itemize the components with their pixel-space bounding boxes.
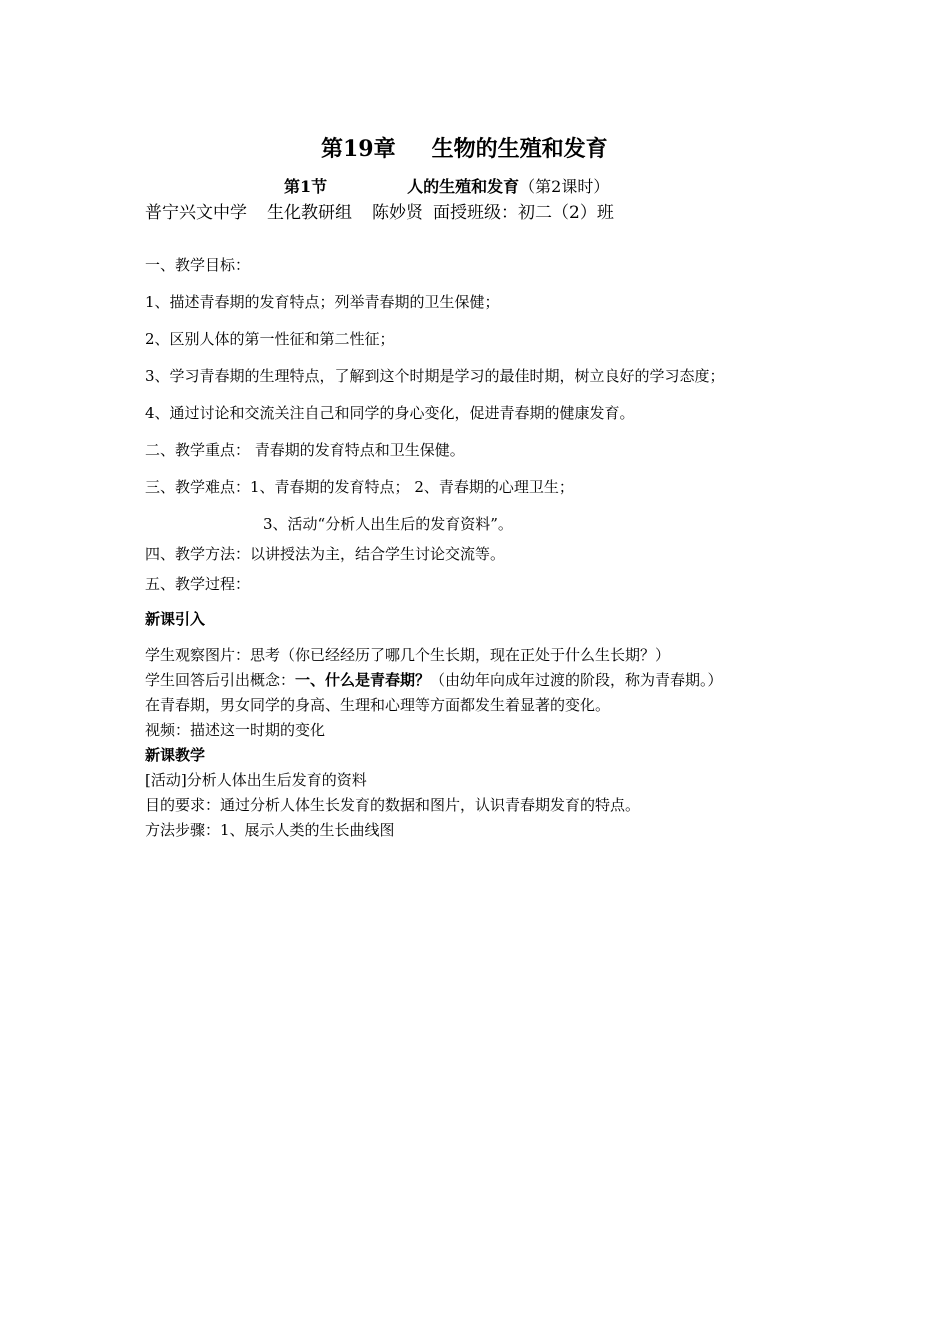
goal-item-4: 4、通过讨论和交流关注自己和同学的身心变化，促进青春期的健康发育。	[145, 404, 635, 422]
chapter-heading	[321, 135, 608, 163]
author-class: 面授班级：初二（2）班	[433, 203, 614, 223]
difficulties-item-3: 3、活动“分析人出生后的发育资料”。	[263, 515, 513, 533]
chapter-number: 第19章	[321, 136, 396, 162]
intro-line-3: 在青春期，男女同学的身高、生理和心理等方面都发生着显著的变化。	[145, 696, 611, 714]
intro-line-4: 视频：描述这一时期的变化	[145, 721, 326, 739]
section-number: 第1节	[284, 177, 328, 196]
teaching-process: 五、教学过程：	[145, 575, 251, 593]
intro-line-2	[145, 670, 723, 690]
difficulties: 三、教学难点：1、青春期的发育特点； 2、青春期的心理卫生；	[145, 478, 574, 496]
goal-item-3: 3、学习青春期的生理特点，了解到这个时期是学习的最佳时期，树立良好的学习态度；	[145, 367, 725, 385]
key-points: 二、教学重点： 青春期的发育特点和卫生保健。	[145, 441, 465, 459]
goal-item-1: 1、描述青春期的发育特点；列举青春期的卫生保健；	[145, 293, 500, 311]
intro-heading: 新课引入	[145, 610, 206, 628]
section-heading	[284, 177, 609, 197]
activity-title: [活动]分析人体出生后发育的资料	[145, 771, 367, 789]
intro-line-2-concept: 一、什么是青春期？	[295, 671, 431, 689]
activity-steps: 方法步骤：1、展示人类的生长曲线图	[145, 821, 395, 839]
teaching-heading: 新课教学	[145, 746, 206, 764]
goal-item-2: 2、区别人体的第一性征和第二性征；	[145, 330, 395, 348]
intro-line-2-prefix: 学生回答后引出概念：	[145, 671, 296, 689]
intro-line-1: 学生观察图片：思考（你已经经历了哪几个生长期，现在正处于什么生长期？）	[145, 646, 671, 664]
section-title: 人的生殖和发育	[407, 177, 520, 196]
author-group: 生化教研组	[267, 203, 352, 223]
activity-purpose: 目的要求：通过分析人体生长发育的数据和图片，认识青春期发育的特点。	[145, 796, 641, 814]
author-school: 普宁兴文中学	[145, 203, 247, 223]
intro-line-2-suffix: （由幼年向成年过渡的阶段，称为青春期。）	[430, 671, 723, 689]
teaching-method: 四、教学方法：以讲授法为主，结合学生讨论交流等。	[145, 545, 506, 563]
author-line	[145, 202, 614, 224]
goals-heading: 一、教学目标：	[145, 256, 251, 274]
chapter-title: 生物的生殖和发育	[431, 136, 608, 162]
author-name: 陈妙贤	[372, 203, 423, 223]
section-note: （第2课时）	[519, 177, 610, 196]
